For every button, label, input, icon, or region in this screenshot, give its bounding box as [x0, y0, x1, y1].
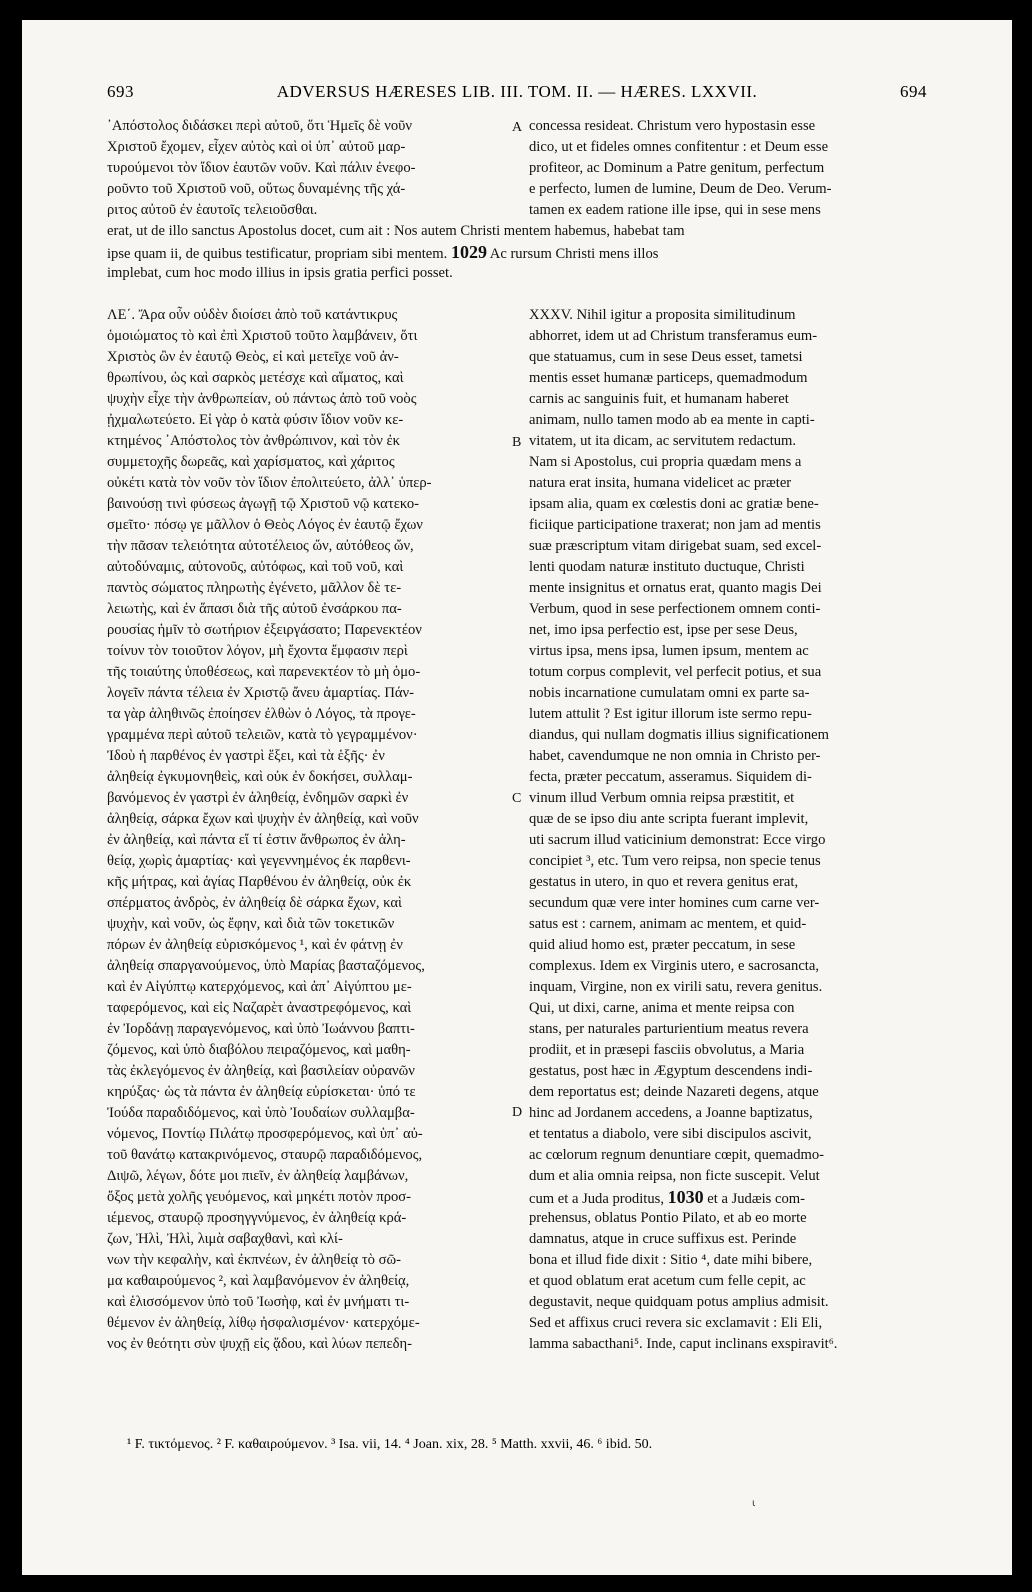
greek-line: νόμενος, Ποντίῳ Πιλάτῳ προσφερόμενος, καὶ ὑπ᾿ αὐ-	[107, 1126, 423, 1142]
greek-line: πόρων ἐν ἀληθείᾳ εὑρισκόμενος ¹, καὶ ἐν φάτνῃ ἐν	[107, 937, 403, 953]
greek-line: μα καθαιρούμενος ², καὶ λαμβανόμενον ἐν ἀληθείᾳ,	[107, 1273, 410, 1289]
greek-line: τοίνυν τὸν τοιοῦτον λόγον, μὴ ἔχοντα ἔμφασιν περὶ	[107, 643, 408, 659]
greek-line: νος ἐν θεότητι σὺν ψυχῇ εἰς ᾅδου, καὶ λύων πεπεδη-	[107, 1336, 413, 1352]
latin-line: Verbum, quod in sese perfectionem omnem conti-	[529, 601, 821, 617]
greek-line: ριτος αὐτοῦ ἐν ἑαυτοῖς τελειοῦσθαι.	[107, 202, 318, 218]
greek-line: παντὸς σώματος πληρωτὴς ἐγένετο, μᾶλλον δὲ τε-	[107, 580, 402, 596]
greek-column	[107, 305, 511, 1355]
latin-line: dem reportatus est; deinde Nazareti degens, atque	[529, 1084, 819, 1100]
latin-line: carnis ac sanguinis fuit, et humanam haberet	[529, 391, 789, 407]
greek-line: θέμενον ἐν ἀληθείᾳ, λίθῳ ἠσφαλισμένον· κατερχόμε-	[107, 1315, 420, 1331]
latin-line: lamma sabacthani⁵. Inde, caput inclinans exspiravit⁶.	[529, 1336, 838, 1352]
greek-line: ὄξος μετὰ χολῆς γευόμενος, καὶ μηκέτι ποτὸν προσ-	[107, 1189, 412, 1205]
greek-line: τῆς τοιαύτης ὑποθέσεως, καὶ παρενεκτέον τὸ μὴ ὁμο-	[107, 664, 421, 680]
latin-line: inquam, Virgine, non ex virili satu, revera genitus.	[529, 979, 823, 995]
greek-line: τα γὰρ ἀληθινῶς ἐποίησεν ἐλθὼν ὁ Λόγος, τὰ προγε-	[107, 706, 416, 722]
latin-column-top	[529, 116, 933, 221]
latin-line: lutem attulit ? Est igitur illorum iste sermo repu-	[529, 706, 812, 722]
latin-spanning-lines	[107, 221, 927, 284]
latin-line: et quod oblatum erat acetum cum felle cepit, ac	[529, 1273, 806, 1289]
greek-line: Χριστοῦ ἔχομεν, εἶχεν αὐτὸς καὶ οἱ ὑπ᾿ αὐτοῦ μαρ-	[107, 139, 406, 155]
greek-line: ἀληθείᾳ σπαργανούμενος, ὑπὸ Μαρίας βασταζόμενος,	[107, 958, 425, 974]
latin-line: vitatem, ut ita dicam, ac servitutem redactum.	[529, 433, 797, 449]
latin-line: natura erat insita, humana videlicet ac præter	[529, 475, 792, 491]
page-number-right: 694	[900, 82, 927, 101]
latin-line: complexus. Idem ex Virginis utero, e sacrosancta,	[529, 958, 819, 974]
greek-line: τὴν πᾶσαν τελειότητα αὐτοτέλειος ὤν, αὐτόθεος ὤν,	[107, 538, 414, 554]
latin-line: concipiet ³, etc. Tum vero reipsa, non specie tenus	[529, 853, 821, 869]
greek-line: αὐτοδύναμις, αὐτονοῦς, αὐτόφως, καὶ τοῦ νοῦ, καὶ	[107, 559, 404, 575]
greek-line: ζων, Ἠλὶ, Ἠλὶ, λιμὰ σαβαχθανὶ, καὶ κλί-	[107, 1231, 343, 1247]
greek-line: θείᾳ, χωρὶς ἁμαρτίας· καὶ γεγεννημένος ἐκ παρθενι-	[107, 853, 411, 869]
latin-line: Sed et affixus cruci revera sic exclamavit : Eli Eli,	[529, 1315, 823, 1331]
latin-line: quæ de se ipso diu ante scripta fuerant implevit,	[529, 811, 809, 827]
scanned-page	[22, 20, 1012, 1575]
greek-line: κῆς μήτρας, καὶ ἁγίας Παρθένου ἐν ἀληθείᾳ, οὐκ ἐκ	[107, 874, 412, 890]
latin-line: suæ præscriptum vitam dirigebat suam, sed excel-	[529, 538, 822, 554]
latin-line: abhorret, idem ut ad Christum transferamus eum-	[529, 328, 818, 344]
greek-line: θρωπίνου, ὡς καὶ σαρκὸς μετέσχε καὶ αἵματος, καὶ	[107, 370, 404, 386]
greek-line: ἐν ἀληθείᾳ, καὶ πάντα εἴ τί ἐστιν ἄνθρωπος ἐν ἀλη-	[107, 832, 406, 848]
greek-line: ᾐχμαλωτεύετο. Εἰ γὰρ ὁ κατὰ φύσιν ἴδιον νοῦν κε-	[107, 412, 404, 428]
margin-marker-a: A	[512, 120, 523, 135]
latin-line: ficiique participatione traxerat; non jam ad mentis	[529, 517, 821, 533]
latin-line: habet, cavendumque ne non omnia in Christo per-	[529, 748, 821, 764]
latin-line: damnatus, atque in cruce suffixus est. Perinde	[529, 1231, 797, 1247]
latin-line: hinc ad Jordanem accedens, a Joanne baptizatus,	[529, 1105, 813, 1121]
latin-line: gestatus, post hæc in Ægyptum descendens indi-	[529, 1063, 813, 1079]
latin-line: bona et illud fide dixit : Sitio ⁴, date mihi bibere,	[529, 1252, 813, 1268]
greek-line: ροῦντο τοῦ Χριστοῦ νοῦ, οὕτως δυναμένης τῆς χά-	[107, 181, 406, 197]
greek-line: Ἰούδα παραδιδόμενος, καὶ ὑπὸ Ἰουδαίων συλλαμβα-	[107, 1105, 415, 1121]
greek-line: λειωτὴς, καὶ ἐν ἅπασι διὰ τῆς αὐτοῦ ἐνσάρκου πα-	[107, 601, 402, 617]
latin-line: et tentatus a diabolo, vere sibi discipulos ascivit,	[529, 1126, 812, 1142]
margin-marker-c: C	[512, 791, 522, 806]
latin-line: mente insignitus et ornatus erat, quanto magis Dei	[529, 580, 822, 596]
latin-line: animam, nullo tamen modo ab ea mente in capti-	[529, 412, 815, 428]
greek-line: τοῦ θανάτῳ κατακρινόμενος, σταυρῷ παραδιδόμενος,	[107, 1147, 423, 1163]
greek-line: οὐκέτι κατὰ τὸν νοῦν τὸν ἴδιον ἐπολιτεύετο, ἀλλ᾿ ὑπερ-	[107, 475, 432, 491]
margin-marker-b: B	[512, 435, 522, 450]
greek-line: καὶ ἑλισσόμενον ὑπὸ τοῦ Ἰωσὴφ, καὶ ἐν μνήματι τι-	[107, 1294, 410, 1310]
greek-column-top	[107, 116, 511, 221]
latin-line: nobis incarnatione cumulatam omni ex parte sa-	[529, 685, 810, 701]
greek-line: νων τὴν κεφαλὴν, καὶ ἐκπνέων, ἐν ἀληθείᾳ τὸ σῶ-	[107, 1252, 401, 1268]
greek-line: ἀληθείᾳ ἐγκυμονηθεὶς, καὶ οὐκ ἐν δοκήσει, συλλαμ-	[107, 769, 413, 785]
latin-line: prehensus, oblatus Pontio Pilato, et ab eo morte	[529, 1210, 807, 1226]
greek-line: Χριστὸς ὢν ἐν ἑαυτῷ Θεὸς, εἰ καὶ μετεῖχε νοῦ ἀν-	[107, 349, 399, 365]
latin-line: lenti quodam naturæ instituto ductuque, Christi	[529, 559, 805, 575]
latin-line: dum et alia omnia reipsa, non ficte suscepit. Velut	[529, 1168, 820, 1184]
margin-marker-d: D	[512, 1105, 523, 1120]
latin-line: stans, per naturales parturientium meatus revera	[529, 1021, 809, 1037]
latin-line: dico, ut et fideles omnes confitentur : et Deum esse	[529, 139, 829, 155]
greek-line: βανόμενος ἐν γαστρὶ ἐν ἀληθείᾳ, ἐνδημῶν σαρκὶ ἐν	[107, 790, 409, 806]
latin-line: cum et a Juda proditus, 1030 et a Judæis com-	[529, 1187, 805, 1207]
greek-line: ρουσίας ἡμῖν τὸ σωτήριον ἐξειργάσατο; Παρενεκτέον	[107, 622, 422, 638]
latin-line: ac cœlorum regnum denuntiare cœpit, quemadmo-	[529, 1147, 825, 1163]
latin-line: Nam si Apostolus, cui propria quædam mens a	[529, 454, 802, 470]
greek-line: ἀληθείᾳ, σάρκα ἔχων καὶ ψυχὴν ἐν ἀληθείᾳ, καὶ νοῦν	[107, 811, 419, 827]
greek-line: τὰς ἐκλεγόμενος ἐν ἀληθείᾳ, καὶ βασιλείαν οὐρανῶν	[107, 1063, 415, 1079]
latin-line: fecta, præter peccatum, asseramus. Siquidem di-	[529, 769, 812, 785]
latin-line: prodiit, et in præsepi fasciis obvolutus, a Maria	[529, 1042, 805, 1058]
latin-line: virtus ipsa, mens ipsa, lumen ipsum, mentem ac	[529, 643, 809, 659]
latin-line: concessa resideat. Christum vero hypostasin esse	[529, 118, 816, 134]
greek-line: λογεῖν πάντα τέλεια ἐν Χριστῷ ἄνευ ἁμαρτίας. Πάν-	[107, 685, 414, 701]
latin-line: totum corpus complevit, vel perfecit potius, et sua	[529, 664, 822, 680]
greek-line: καὶ ἐν Αἰγύπτῳ κατερχόμενος, καὶ ἀπ᾿ Αἰγύπτου με-	[107, 979, 412, 995]
footnotes: ¹ F. τικτόμενος. ² F. καθαιρούμενον. ³ Isa. vii, 14. ⁴ Joan. xix, 28. ⁵ Matth. xxvii, 46. ⁶ ibid. 50.	[127, 1437, 653, 1452]
greek-line: Διψῶ, λέγων, δότε μοι πιεῖν, ἐν ἀληθείᾳ λαμβάνων,	[107, 1168, 409, 1184]
latin-line: degustavit, neque quidquam potus amplius admisit.	[529, 1294, 829, 1310]
greek-line: ζόμενος, καὶ ὑπὸ διαβόλου πειραζόμενος, καὶ μαθη-	[107, 1042, 411, 1058]
latin-line: XXXV. Nihil igitur a proposita similitudinum	[529, 307, 796, 323]
greek-line: ψυχὴν εἶχε τὴν ἀνθρωπείαν, οὐ πάντως ἀπὸ τοῦ νοὸς	[107, 391, 417, 407]
latin-line: secundum quæ vere inter homines cum carne ver-	[529, 895, 820, 911]
running-header	[107, 82, 927, 110]
greek-line: σπέρματος ἀνδρὸς, ἐν ἀληθείᾳ δὲ σάρκα ἔχων, καὶ	[107, 895, 402, 911]
latin-line: uti sacrum illud vaticinium demonstrat: Ecce virgo	[529, 832, 826, 848]
latin-line: vinum illud Verbum omnia reipsa præstitit, et	[529, 790, 795, 806]
greek-line: κτημένος ᾿Απόστολος τὸν ἀνθρώπινον, καὶ τὸν ἐκ	[107, 433, 400, 449]
greek-line: ᾿Απόστολος διδάσκει περὶ αὐτοῦ, ὅτι Ἡμεῖς δὲ νοῦν	[107, 118, 413, 134]
greek-line: ψυχὴν, καὶ νοῦν, ὡς ἔφην, καὶ διὰ τῶν τοκετικῶν	[107, 916, 395, 932]
latin-span-line: ipse quam ii, de quibus testificatur, propriam sibi mentem. 1029 Ac rursum Christi mens illos	[107, 242, 659, 262]
latin-line: quid aliud homo est, præter peccatum, in sese	[529, 937, 796, 953]
page-number-left: 693	[107, 82, 134, 101]
latin-line: tamen ex eadem ratione ille ipse, qui in sese mens	[529, 202, 821, 218]
latin-line: satus est : carnem, animam ac mentem, et quid-	[529, 916, 807, 932]
greek-line: ΛΕ΄. Ἄρα οὖν οὐδὲν διοίσει ἀπὸ τοῦ κατάντικρυς	[107, 307, 398, 323]
greek-line: γραμμένα περὶ αὐτοῦ τελειῶν, κατὰ τὸ γεγραμμένον·	[107, 727, 418, 743]
greek-line: ὁμοιώματος τὸ καὶ ἐπὶ Χριστοῦ τοῦτο λαμβάνειν, ὅτι	[107, 328, 418, 344]
stray-mark: ι	[752, 1498, 756, 1509]
latin-column	[529, 305, 933, 1355]
latin-line: mentis esset humanæ particeps, quemadmodum	[529, 370, 808, 386]
greek-line: τυρούμενοι τὸν ἴδιον ἑαυτῶν νοῦν. Καὶ πάλιν ἐνεφο-	[107, 160, 416, 176]
latin-line: net, imo ipsa perfectio est, ipse per sese Deus,	[529, 622, 798, 638]
latin-line: profiteor, ac Dominum a Patre genitum, perfectum	[529, 160, 825, 176]
latin-line: e perfecto, lumen de lumine, Deum de Deo. Verum-	[529, 181, 832, 197]
greek-line: σμεῖτο· πόσῳ γε μᾶλλον ὁ Θεὸς Λόγος ἐν ἑαυτῷ ἔχων	[107, 517, 423, 533]
greek-line: βαινούσῃ τινὶ φύσεως ἀγωγῇ τῷ Χριστοῦ νῷ κατεκο-	[107, 496, 420, 512]
greek-line: Ἰδοὺ ἡ παρθένος ἐν γαστρὶ ἕξει, καὶ τὰ ἑξῆς· ἐν	[107, 748, 385, 764]
latin-span-line: erat, ut de illo sanctus Apostolus docet, cum ait : Nos autem Christi mentem habemus, habebat tam	[107, 223, 685, 239]
greek-line: ταφερόμενος, καὶ εἰς Ναζαρὲτ ἀναστρεφόμενος, καὶ	[107, 1000, 412, 1016]
running-title: ADVERSUS HÆRESES LIB. III. TOM. II. — HÆRES. LXXVII.	[276, 82, 758, 101]
latin-line: que statuamus, cum in sese Deus esset, tametsi	[529, 349, 803, 365]
greek-line: ἐν Ἰορδάνῃ παραγενόμενος, καὶ ὑπὸ Ἰωάννου βαπτι-	[107, 1021, 415, 1037]
latin-line: ipsam alia, quam ex cœlestis doni ac gratiæ bene-	[529, 496, 819, 512]
latin-span-line: implebat, cum hoc modo illius in ipsis gratia perfici posset.	[107, 265, 453, 281]
greek-line: συμμετοχῆς δωρεᾶς, καὶ χαρίσματος, καὶ χάριτος	[107, 454, 395, 470]
latin-line: Qui, ut dixi, carne, anima et mente reipsa con	[529, 1000, 795, 1016]
greek-line: κηρύξας· ὡς τὰ πάντα ἐν ἀληθείᾳ εὑρίσκεται· ὑπό τε	[107, 1084, 416, 1100]
latin-line: diandus, qui nullam dogmatis illius significationem	[529, 727, 829, 743]
latin-line: gestatus in utero, in quo et revera genitus erat,	[529, 874, 799, 890]
greek-line: ιέμενος, σταυρῷ προσηγγνύμενος, ἐν ἀληθείᾳ κρά-	[107, 1210, 407, 1226]
